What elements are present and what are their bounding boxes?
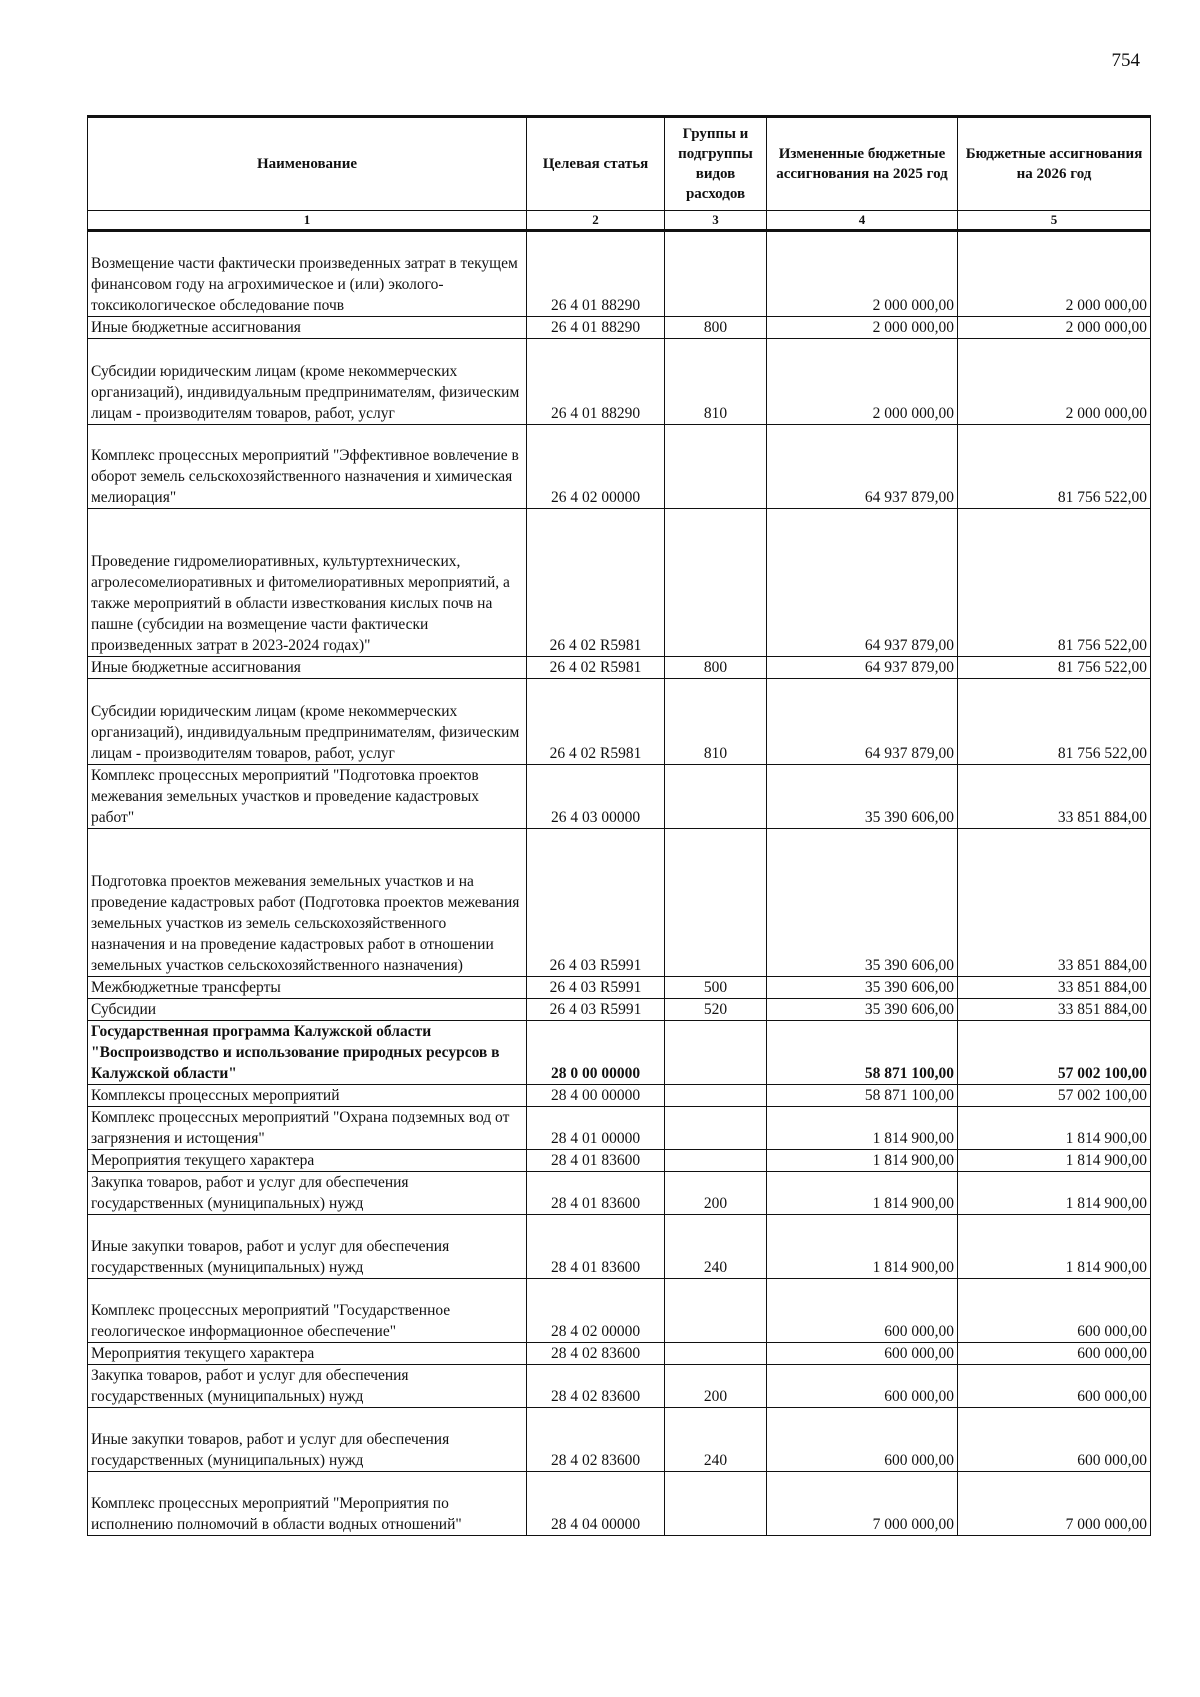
column-number: 2 (527, 211, 665, 231)
row-target-article: 28 4 01 83600 (527, 1215, 665, 1279)
table-row (88, 1408, 1151, 1472)
row-name: Мероприятия текущего характера (88, 1343, 527, 1365)
row-expense-group: 810 (665, 679, 767, 765)
column-number: 4 (767, 211, 958, 231)
row-amount-2026: 57 002 100,00 (958, 1021, 1151, 1085)
row-amount-2025: 1 814 900,00 (767, 1172, 958, 1215)
row-amount-2026: 1 814 900,00 (958, 1107, 1151, 1150)
row-target-article: 28 4 02 83600 (527, 1343, 665, 1365)
row-amount-2026: 33 851 884,00 (958, 765, 1151, 829)
table-row (88, 509, 1151, 657)
row-target-article: 26 4 01 88290 (527, 317, 665, 339)
row-name: Иные бюджетные ассигнования (88, 657, 527, 679)
row-name: Комплекс процессных мероприятий "Эффективное вовлечение в оборот земель сельскохозяйственного назначения и химическая мелиорация" (88, 425, 527, 509)
row-name: Субсидии юридическим лицам (кроме некоммерческих организаций), индивидуальным предпринимателям, физическим лицам - производителям товаров, работ, услуг (88, 339, 527, 425)
row-target-article: 28 4 04 00000 (527, 1472, 665, 1536)
header-target-article: Целевая статья (527, 117, 665, 211)
row-amount-2026: 33 851 884,00 (958, 977, 1151, 999)
row-amount-2026: 81 756 522,00 (958, 425, 1151, 509)
row-name: Комплексы процессных мероприятий (88, 1085, 527, 1107)
row-amount-2026: 600 000,00 (958, 1343, 1151, 1365)
header-name: Наименование (88, 117, 527, 211)
header-allocations-2025: Измененные бюджетные ассигнования на 2025 год (767, 117, 958, 211)
row-amount-2025: 58 871 100,00 (767, 1021, 958, 1085)
row-name: Комплекс процессных мероприятий "Государственное геологическое информационное обеспечение" (88, 1279, 527, 1343)
row-amount-2026: 1 814 900,00 (958, 1150, 1151, 1172)
table-row (88, 1107, 1151, 1150)
row-target-article: 28 4 02 83600 (527, 1365, 665, 1408)
column-number-row (88, 211, 1151, 231)
row-name: Субсидии (88, 999, 527, 1021)
row-amount-2025: 1 814 900,00 (767, 1107, 958, 1150)
table-row (88, 679, 1151, 765)
row-amount-2025: 35 390 606,00 (767, 765, 958, 829)
row-amount-2026: 57 002 100,00 (958, 1085, 1151, 1107)
row-target-article: 26 4 01 88290 (527, 231, 665, 317)
row-name: Комплекс процессных мероприятий "Мероприятия по исполнению полномочий в области водных отношений" (88, 1472, 527, 1536)
table-row (88, 1085, 1151, 1107)
row-expense-group (665, 1150, 767, 1172)
column-number: 3 (665, 211, 767, 231)
table-row (88, 1150, 1151, 1172)
header-expense-group: Группы и подгруппы видов расходов (665, 117, 767, 211)
row-amount-2025: 7 000 000,00 (767, 1472, 958, 1536)
row-name: Проведение гидромелиоративных, культуртехнических, агролесомелиоративных и фитомелиоративных мероприятий, а также мероприятий в области известкования кислых почв на пашне (субсидии на возмещение части фактически произведенных затрат в 2023-2024 годах)" (88, 509, 527, 657)
table-row (88, 977, 1151, 999)
table-row (88, 231, 1151, 317)
row-amount-2026: 2 000 000,00 (958, 231, 1151, 317)
row-amount-2025: 58 871 100,00 (767, 1085, 958, 1107)
column-number: 1 (88, 211, 527, 231)
row-target-article: 28 0 00 00000 (527, 1021, 665, 1085)
table-row (88, 1172, 1151, 1215)
row-amount-2026: 81 756 522,00 (958, 657, 1151, 679)
row-target-article: 28 4 02 00000 (527, 1279, 665, 1343)
row-amount-2026: 81 756 522,00 (958, 679, 1151, 765)
table-row (88, 1279, 1151, 1343)
table-row (88, 317, 1151, 339)
row-expense-group: 520 (665, 999, 767, 1021)
row-expense-group (665, 231, 767, 317)
table-row (88, 1472, 1151, 1536)
row-expense-group (665, 509, 767, 657)
row-amount-2025: 600 000,00 (767, 1343, 958, 1365)
row-amount-2026: 33 851 884,00 (958, 999, 1151, 1021)
row-target-article: 26 4 02 R5981 (527, 679, 665, 765)
row-name: Иные закупки товаров, работ и услуг для обеспечения государственных (муниципальных) нужд (88, 1215, 527, 1279)
row-target-article: 26 4 02 00000 (527, 425, 665, 509)
row-amount-2026: 2 000 000,00 (958, 339, 1151, 425)
row-amount-2026: 81 756 522,00 (958, 509, 1151, 657)
row-amount-2025: 600 000,00 (767, 1408, 958, 1472)
row-amount-2025: 1 814 900,00 (767, 1215, 958, 1279)
row-target-article: 26 4 03 R5991 (527, 977, 665, 999)
row-expense-group: 240 (665, 1408, 767, 1472)
row-target-article: 26 4 02 R5981 (527, 657, 665, 679)
row-expense-group: 240 (665, 1215, 767, 1279)
row-amount-2025: 64 937 879,00 (767, 657, 958, 679)
row-amount-2026: 600 000,00 (958, 1365, 1151, 1408)
row-target-article: 26 4 02 R5981 (527, 509, 665, 657)
row-expense-group: 500 (665, 977, 767, 999)
row-amount-2025: 64 937 879,00 (767, 509, 958, 657)
row-amount-2026: 600 000,00 (958, 1408, 1151, 1472)
row-amount-2026: 2 000 000,00 (958, 317, 1151, 339)
row-target-article: 26 4 03 R5991 (527, 829, 665, 977)
row-target-article: 28 4 01 83600 (527, 1150, 665, 1172)
header-allocations-2026: Бюджетные ассигнования на 2026 год (958, 117, 1151, 211)
row-name: Комплекс процессных мероприятий "Подготовка проектов межевания земельных участков и проведение кадастровых работ" (88, 765, 527, 829)
table-row (88, 999, 1151, 1021)
row-amount-2025: 2 000 000,00 (767, 231, 958, 317)
row-amount-2025: 600 000,00 (767, 1365, 958, 1408)
row-target-article: 26 4 01 88290 (527, 339, 665, 425)
row-amount-2025: 600 000,00 (767, 1279, 958, 1343)
row-amount-2025: 35 390 606,00 (767, 999, 958, 1021)
row-amount-2026: 1 814 900,00 (958, 1172, 1151, 1215)
table-row (88, 1365, 1151, 1408)
row-name: Межбюджетные трансферты (88, 977, 527, 999)
row-expense-group: 810 (665, 339, 767, 425)
row-expense-group (665, 1279, 767, 1343)
column-number: 5 (958, 211, 1151, 231)
row-target-article: 26 4 03 R5991 (527, 999, 665, 1021)
row-expense-group: 800 (665, 317, 767, 339)
row-expense-group (665, 1085, 767, 1107)
budget-table (87, 115, 1151, 1536)
row-target-article: 26 4 03 00000 (527, 765, 665, 829)
row-amount-2025: 1 814 900,00 (767, 1150, 958, 1172)
row-expense-group (665, 1472, 767, 1536)
row-amount-2025: 35 390 606,00 (767, 829, 958, 977)
row-name: Субсидии юридическим лицам (кроме некоммерческих организаций), индивидуальным предпринимателям, физическим лицам - производителям товаров, работ, услуг (88, 679, 527, 765)
row-amount-2025: 35 390 606,00 (767, 977, 958, 999)
row-amount-2025: 64 937 879,00 (767, 679, 958, 765)
table-row (88, 765, 1151, 829)
table-row (88, 339, 1151, 425)
table-row (88, 425, 1151, 509)
row-amount-2026: 33 851 884,00 (958, 829, 1151, 977)
table-row (88, 657, 1151, 679)
row-expense-group (665, 1343, 767, 1365)
row-name: Закупка товаров, работ и услуг для обеспечения государственных (муниципальных) нужд (88, 1365, 527, 1408)
row-expense-group (665, 829, 767, 977)
row-expense-group (665, 1021, 767, 1085)
row-name: Иные закупки товаров, работ и услуг для обеспечения государственных (муниципальных) нужд (88, 1408, 527, 1472)
table-body (88, 231, 1151, 1536)
row-name: Иные бюджетные ассигнования (88, 317, 527, 339)
row-amount-2026: 600 000,00 (958, 1279, 1151, 1343)
page-number: 754 (1111, 50, 1140, 71)
row-name: Комплекс процессных мероприятий "Охрана подземных вод от загрязнения и истощения" (88, 1107, 527, 1150)
row-name: Государственная программа Калужской области "Воспроизводство и использование природных ресурсов в Калужской области" (88, 1021, 527, 1085)
row-target-article: 28 4 00 00000 (527, 1085, 665, 1107)
row-amount-2025: 64 937 879,00 (767, 425, 958, 509)
row-target-article: 28 4 01 00000 (527, 1107, 665, 1150)
row-target-article: 28 4 02 83600 (527, 1408, 665, 1472)
row-expense-group: 800 (665, 657, 767, 679)
row-expense-group (665, 1107, 767, 1150)
row-amount-2025: 2 000 000,00 (767, 339, 958, 425)
table-row (88, 829, 1151, 977)
row-expense-group: 200 (665, 1365, 767, 1408)
row-expense-group (665, 425, 767, 509)
row-name: Мероприятия текущего характера (88, 1150, 527, 1172)
row-amount-2026: 1 814 900,00 (958, 1215, 1151, 1279)
row-name: Закупка товаров, работ и услуг для обеспечения государственных (муниципальных) нужд (88, 1172, 527, 1215)
row-amount-2025: 2 000 000,00 (767, 317, 958, 339)
row-amount-2026: 7 000 000,00 (958, 1472, 1151, 1536)
table-row (88, 1215, 1151, 1279)
table-row (88, 1343, 1151, 1365)
row-name: Возмещение части фактически произведенных затрат в текущем финансовом году на агрохимическое и (или) эколого-токсикологическое обследование почв (88, 231, 527, 317)
row-target-article: 28 4 01 83600 (527, 1172, 665, 1215)
row-expense-group (665, 765, 767, 829)
table-header-row (88, 117, 1151, 211)
row-name: Подготовка проектов межевания земельных участков и на проведение кадастровых работ (Подготовка проектов межевания земельных участков из земель сельскохозяйственного назначения и на проведение кадастровых работ в отношении земельных участков сельскохозяйственного назначения) (88, 829, 527, 977)
table-row (88, 1021, 1151, 1085)
row-expense-group: 200 (665, 1172, 767, 1215)
